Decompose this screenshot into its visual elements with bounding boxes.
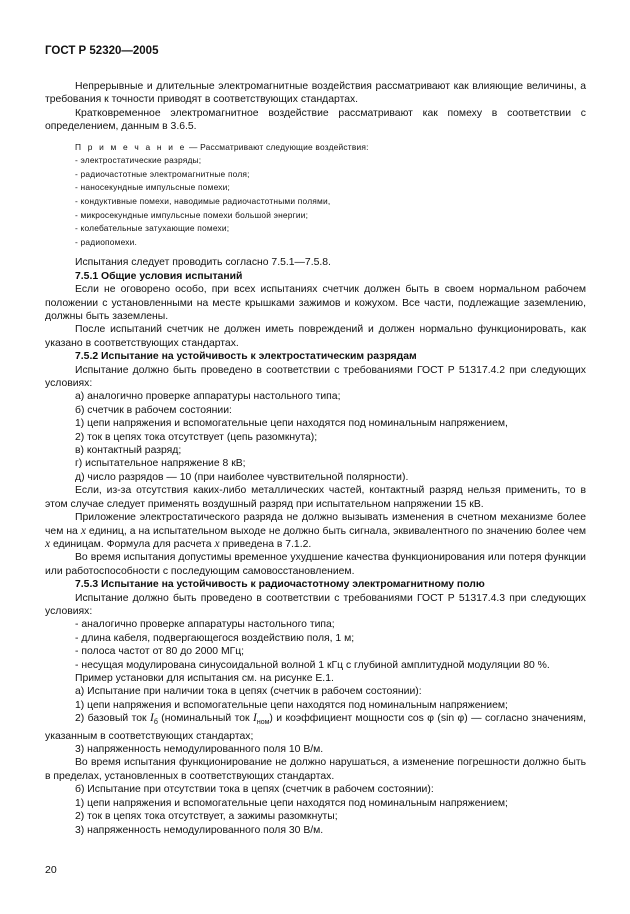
section-heading: 7.5.3 Испытание на устойчивость к радиочастотному электромагнитному полю	[75, 579, 485, 591]
list-item: б) Испытание при отсутствии тока в цепях (счетчик в рабочем состоянии):	[75, 784, 434, 796]
list-item: а) Испытание при наличии тока в цепях (счетчик в рабочем состоянии):	[75, 686, 422, 698]
note-item: - микросекундные импульсные помехи большой энергии;	[75, 209, 309, 220]
note-item: - колебательные затухающие помехи;	[75, 223, 230, 234]
list-item: а) аналогично проверке аппаратуры настольного типа;	[75, 391, 341, 403]
note-item: - наносекундные импульсные помехи;	[75, 182, 231, 193]
paragraph: Непрерывные и длительные электромагнитные воздействия рассматривают как влияющие величины, а требования к точности приводят в соответствующих стандартах.	[45, 81, 586, 106]
section-heading: 7.5.2 Испытание на устойчивость к электростатическим разрядам	[75, 351, 417, 363]
list-item: г) испытательное напряжение 8 кВ;	[75, 458, 246, 470]
paragraph: Приложение электростатического разряда не должно вызывать изменения в счетном механизме более чем на x единиц, а на испытательном выходе не должно быть сигнала, эквивалентного по значению более чем x единицам. Формула для расчета x приведена в 7.1.2.	[45, 512, 586, 550]
list-item: - несущая модулирована синусоидальной волной 1 кГц с глубиной амплитудной модуляции 80 %.	[75, 659, 550, 671]
note-block	[45, 141, 586, 250]
paragraph: Если, из-за отсутствия каких-либо металлических частей, контактный разряд нельзя применить, то в этом случае следует применять воздушный разряд при испытательном напряжении 15 кВ.	[45, 485, 586, 510]
section-heading: 7.5.1 Общие условия испытаний	[75, 270, 243, 282]
paragraph: Пример установки для испытания см. на рисунке Е.1.	[75, 672, 334, 684]
list-item: 3) напряженность немодулированного поля 10 В/м.	[75, 744, 324, 756]
paragraph: Кратковременное электромагнитное воздействие рассматривают как помеху в соответствии с определением, данным в 3.6.5.	[45, 107, 586, 133]
note-item: - радиопомехи.	[75, 236, 138, 247]
paragraph: Если не оговорено особо, при всех испытаниях счетчик должен быть в своем нормальном рабочем положении с установленными на месте крышками зажимов и кожухом. Все части, подлежащие заземлению, должны быть заземлены.	[45, 284, 586, 322]
list-item: - полоса частот от 80 до 2000 МГц;	[75, 646, 245, 658]
list-item: - длина кабеля, подвергающегося воздействию поля, 1 м;	[75, 632, 355, 644]
note-item: - электростатические разряды;	[75, 155, 202, 166]
list-item: - аналогично проверке аппаратуры настольного типа;	[75, 619, 335, 631]
paragraph: Во время испытания допустимы временное ухудшение качества функционирования или потеря функции или работоспособности с последующим самовосстановлением.	[45, 552, 586, 577]
list-item: 1) цепи напряжения и вспомогательные цепи находятся под номинальным напряжением;	[75, 797, 508, 809]
document-body	[45, 80, 586, 837]
list-item: 1) цепи напряжения и вспомогательные цепи находятся под номинальным напряжением,	[75, 418, 508, 430]
list-item: б) счетчик в рабочем состоянии:	[75, 404, 232, 416]
paragraph: Во время испытания функционирование не должно нарушаться, а изменение погрешности должно быть в пределах, установленных в соответствующих стандартах.	[45, 757, 586, 782]
note-label: П р и м е ч а н и е	[75, 141, 187, 152]
paragraph: Испытание должно быть проведено в соответствии с требованиями ГОСТ Р 51317.4.3 при следующих условиях:	[45, 592, 586, 617]
note-intro	[45, 141, 586, 155]
list-item: 2) ток в цепях тока отсутствует, а зажимы разомкнуты;	[75, 811, 338, 823]
paragraph: Испытания следует проводить согласно 7.5.1—7.5.8.	[75, 257, 331, 269]
list-item: 1) цепи напряжения и вспомогательные цепи находятся под номинальным напряжением;	[75, 699, 508, 711]
list-item: 2) ток в цепях тока отсутствует (цепь разомкнута);	[75, 431, 318, 443]
note-item: - радиочастотные электромагнитные поля;	[75, 168, 250, 179]
note-text: — Рассматривают следующие воздействия:	[186, 141, 369, 152]
paragraph: После испытаний счетчик не должен иметь повреждений и должен нормально функционировать, как указано в соответствующих стандартах.	[45, 324, 586, 349]
list-item: в) контактный разряд;	[75, 445, 182, 457]
page-number: 20	[45, 864, 57, 876]
list-item: 2) базовый ток $I_б$ (номинальный ток $I_{ном}$) и коэффициент мощности cos φ (sin φ) — согласно значениям, указанным в соответствующих стандартах;	[45, 712, 586, 742]
note-item: - кондуктивные помехи, наводимые радиочастотными полями,	[75, 196, 331, 206]
list-item: 3) напряженность немодулированного поля 30 В/м.	[75, 824, 324, 836]
list-item: д) число разрядов — 10 (при наиболее чувствительной полярности).	[75, 471, 409, 483]
paragraph: Испытание должно быть проведено в соответствии с требованиями ГОСТ Р 51317.4.2 при следующих условиях:	[45, 364, 586, 390]
document-header: ГОСТ Р 52320—2005	[45, 45, 159, 57]
